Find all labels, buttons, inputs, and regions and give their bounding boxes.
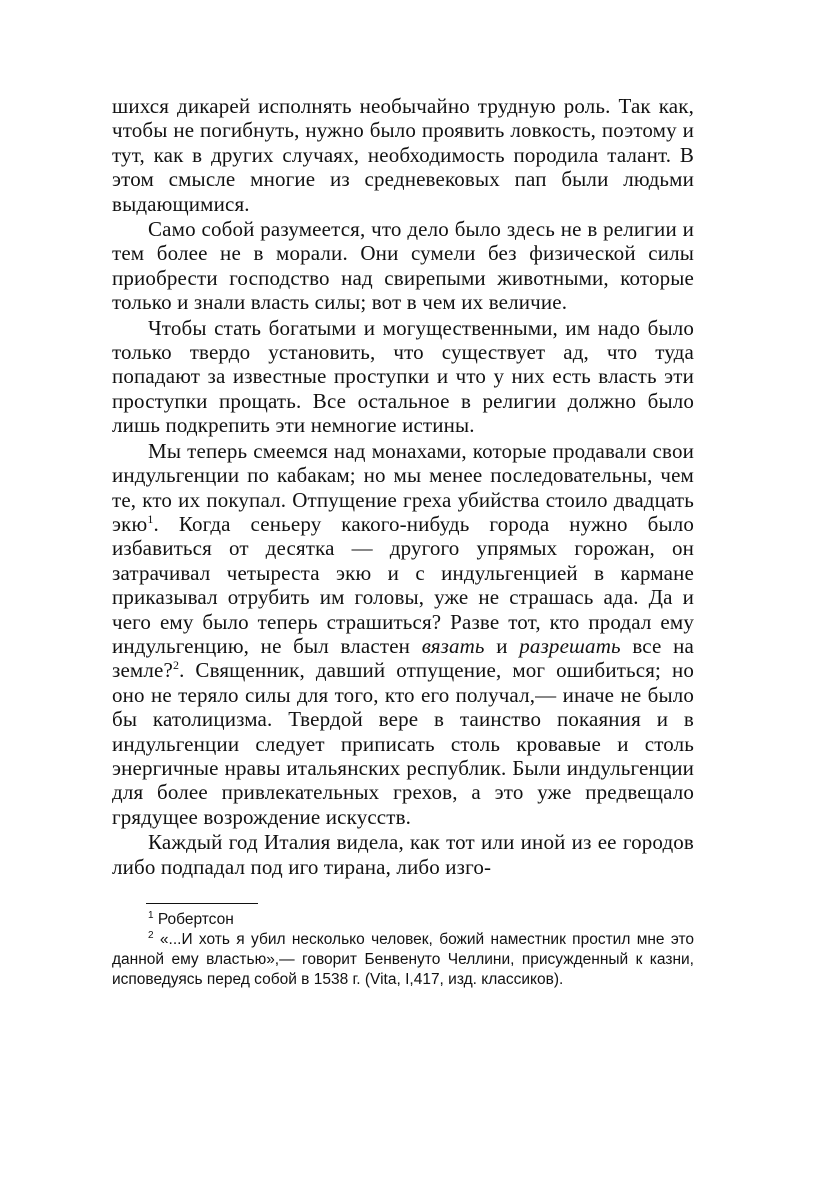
paragraph	[112, 439, 694, 830]
footnote-divider	[146, 903, 258, 904]
paragraph	[112, 830, 694, 879]
text-run: шихся дикарей исполнять необычайно трудную роль. Так как, чтобы не погибнуть, нужно было проявить ловкость, поэтому и тут, как в других случаях, необходимость породила талант. В этом смысле многие из средневековых пап были людьми выдающимися.	[112, 94, 694, 216]
footnote-ref: 1	[147, 511, 154, 526]
text-run: Мы теперь смеемся над монахами, которые продавали свои индульгенции по кабакам; но мы менее последовательны, чем те, кто их покупал. Отпущение греха убийства стоило двадцать экю	[112, 438, 694, 536]
footnote-text: Робертсон	[153, 911, 234, 928]
text-run: . Когда сеньеру какого-нибудь города нужно было избавиться от десятка — другого упрямых горожан, он затрачивал четыреста экю и с индульгенцией в кармане приказывал отрубить им головы, уже не страшась ада. Да и чего ему было теперь страшиться? Разве тот, кто продал ему индульгенцию, не был властен	[112, 511, 694, 658]
footnote	[112, 930, 694, 990]
footnote-mark: 1	[148, 909, 154, 921]
paragraph	[112, 217, 694, 315]
text-run: . Священник, давший отпущение, мог ошибиться; но оно не теряло силы для того, кто его получал,— иначе не было бы католицизма. Твердой вере в таинство покаяния и в индульгенции следует приписать столь кровавые и столь энергичные нравы итальянских республик. Были индульгенции для более привлекательных грехов, а это уже предвещало грядущее возрождение искусств.	[112, 658, 694, 829]
footnote-text: «...И хоть я убил несколько человек, божий наместник простил мне это данной ему властью»,— говорит Бенвенуто Челлини, присужденный к казни, исповедуясь перед собой в 1538 г. (Vita, I,417, изд. классиков).	[112, 931, 694, 988]
emphasis-text: вязать	[421, 633, 485, 658]
book-page	[112, 94, 694, 990]
footnote-mark: 2	[148, 929, 154, 941]
footnote	[112, 910, 694, 930]
paragraph	[112, 316, 694, 438]
emphasis-text: разрешать	[519, 633, 621, 658]
text-run: Само собой разумеется, что дело было здесь не в религии и тем более не в морали. Они сумели без физической силы приобрести господство над свирепыми животными, которые только и знали власть силы; вот в чем их величие.	[112, 217, 694, 315]
footnotes	[112, 910, 694, 990]
body-text	[112, 94, 694, 879]
text-run: все на земле?	[112, 633, 694, 683]
text-run: Чтобы стать богатыми и могущественными, им надо было только твердо установить, что существует ад, что туда попадают за известные проступки и что у них есть власть эти проступки прощать. Все остальное в религии должно было лишь подкрепить эти немногие истины.	[112, 315, 694, 438]
text-run: Каждый год Италия видела, как тот или иной из ее городов либо подпадал под иго тирана, либо изго-	[112, 830, 694, 879]
footnote-ref: 2	[172, 658, 180, 673]
text-run: и	[484, 633, 520, 658]
paragraph	[112, 94, 694, 216]
